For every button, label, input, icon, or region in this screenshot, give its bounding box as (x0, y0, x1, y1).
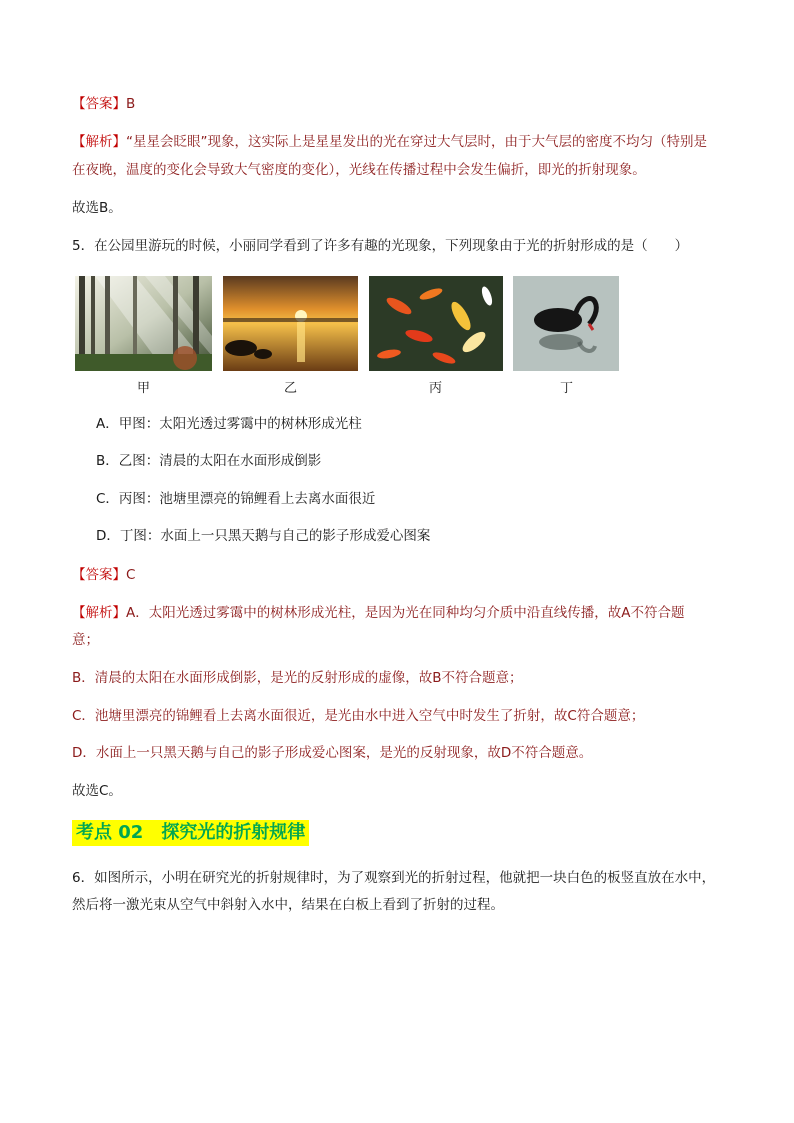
caption-ding: 丁 (560, 381, 574, 396)
black-swan-photo (513, 276, 619, 371)
sunrise-water-photo (223, 276, 358, 371)
q5-conclusion: 故选C。 (72, 783, 122, 799)
option-d: D．丁图：水面上一只黑天鹅与自己的影子形成爱心图案 (96, 528, 431, 544)
forest-light-photo (75, 276, 212, 371)
analysis-tag: 【解析】 (72, 134, 126, 150)
analysis-tag: 【解析】 (72, 605, 126, 621)
q5-analysis-d: D．水面上一只黑天鹅与自己的影子形成爱心图案，是光的反射现象，故D不符合题意。 (72, 745, 593, 761)
answer-value: C (126, 567, 136, 583)
caption-bing: 丙 (429, 381, 443, 396)
q4-analysis-line2: 在夜晚，温度的变化会导致大气密度的变化），光线在传播过程中会发生偏折，即光的折射现象。 (72, 162, 646, 178)
answer-tag: 【答案】 (72, 567, 126, 583)
q5-question: 5．在公园里游玩的时候，小丽同学看到了许多有趣的光现象，下列现象由于光的折射形成的是（ ） (72, 238, 689, 254)
option-a: A．甲图：太阳光透过雾霭中的树林形成光柱 (96, 416, 362, 432)
section-heading: 考点 02 探究光的折射规律 (72, 820, 309, 846)
q4-conclusion: 故选B。 (72, 200, 122, 216)
koi-pond-photo (369, 276, 503, 371)
q5-analysis-b: B．清晨的太阳在水面形成倒影，是光的反射形成的虚像，故B不符合题意； (72, 670, 523, 686)
q6-line2: 然后将一激光束从空气中斜射入水中，结果在白板上看到了折射的过程。 (72, 897, 504, 913)
q4-answer (72, 94, 135, 114)
q5-answer (72, 565, 135, 585)
q5-analysis-c: C．池塘里漂亮的锦鲤看上去离水面很近，是光由水中进入空气中时发生了折射，故C符合题意； (72, 708, 645, 724)
analysis-text: “星星会眨眼”现象，这实际上是星星发出的光在穿过大气层时，由于大气层的密度不均匀（特别是 (126, 134, 707, 150)
option-b: B．乙图：清晨的太阳在水面形成倒影 (96, 453, 322, 469)
caption-jia: 甲 (137, 381, 151, 396)
analysis-text: A．太阳光透过雾霭中的树林形成光柱，是因为光在同种均匀介质中沿直线传播，故A不符合题 (126, 605, 685, 621)
q4-analysis-line1 (72, 132, 707, 152)
caption-yi: 乙 (284, 381, 298, 396)
answer-tag: 【答案】 (72, 96, 126, 112)
answer-value: B (126, 96, 136, 112)
q5-analysis-line2: 意； (72, 632, 99, 648)
option-c: C．丙图：池塘里漂亮的锦鲤看上去离水面很近 (96, 491, 376, 507)
q5-analysis-line1 (72, 603, 684, 623)
q6-line1: 6．如图所示，小明在研究光的折射规律时，为了观察到光的折射过程，他就把一块白色的板竖直放在水中， (72, 870, 716, 886)
